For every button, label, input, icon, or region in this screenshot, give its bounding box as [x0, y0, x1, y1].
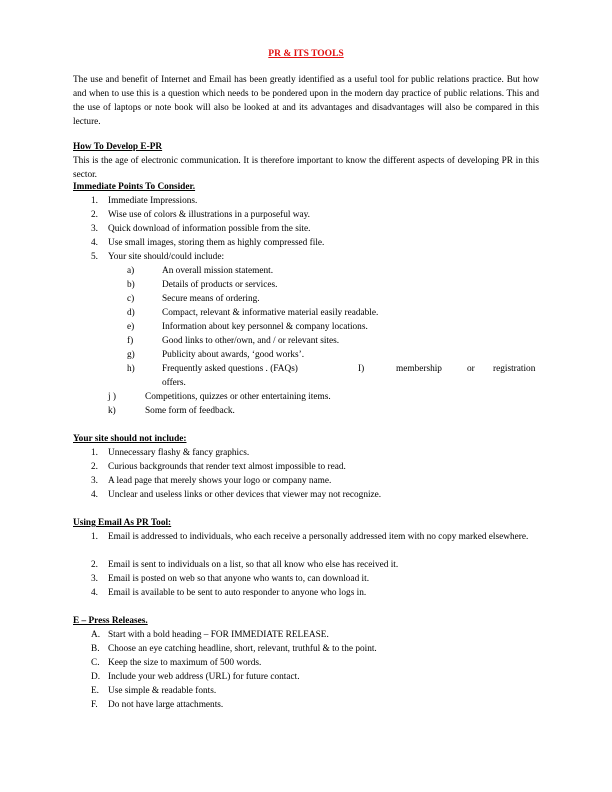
list-marker: F.	[91, 700, 98, 710]
list-marker: 4.	[91, 238, 98, 248]
list-text: Wise use of colors & illustrations in a purposeful way.	[108, 210, 310, 220]
sub-list-text: I)	[358, 364, 365, 374]
intro-paragraph: The use and benefit of Internet and Email has been greatly identified as a useful tool for public relations practice. But how and when to use this is a question which needs to be pondered upon in the modern day practice of public relations. This and the use of laptops or note book will also be looked at and its advantages and disadvantages will also be compared in this lecture.	[73, 75, 539, 127]
list-text: Your site should/could include:	[108, 252, 225, 262]
list-text: Unnecessary flashy & fancy graphics.	[108, 448, 250, 458]
sub-list-marker: c)	[127, 294, 135, 304]
list-text: Include your web address (URL) for future contact.	[108, 672, 300, 682]
sub-list-text: registration	[493, 364, 536, 374]
sub-list-marker: g)	[127, 350, 135, 360]
sub-list-item	[0, 362, 612, 390]
list-text: Quick download of information possible from the site.	[108, 224, 311, 234]
sub-list-marker: a)	[127, 266, 135, 276]
sub-list-text: Publicity about awards, ‘good works’.	[162, 350, 305, 360]
sub-list-text: Some form of feedback.	[145, 406, 235, 416]
sub-list-text: membership	[396, 364, 442, 374]
list-text: Immediate Impressions.	[108, 196, 198, 206]
list-text: Email is posted on web so that anyone who wants to, can download it.	[108, 574, 370, 584]
list-text: Use small images, storing them as highly compressed file.	[108, 238, 325, 248]
sub-list-text: Secure means of ordering.	[162, 294, 260, 304]
email-heading: Using Email As PR Tool:	[73, 518, 172, 528]
sub-list-marker: e)	[127, 322, 135, 332]
sub-list-text: or	[467, 364, 475, 374]
document-title: PR & ITS TOOLS	[268, 49, 344, 59]
develop-paragraph: This is the age of electronic communication. It is therefore important to know the different aspects of developing PR in this sector.	[73, 156, 539, 180]
list-text: A lead page that merely shows your logo or company name.	[108, 476, 332, 486]
list-text: Email is sent to individuals on a list, so that all know who else has received it.	[108, 560, 399, 570]
list-text: Curious backgrounds that render text almost impossible to read.	[108, 462, 346, 472]
list-marker: 3.	[91, 476, 98, 486]
list-marker: 3.	[91, 574, 98, 584]
list-item	[0, 530, 612, 558]
list-marker: 3.	[91, 224, 98, 234]
list-marker: E.	[91, 686, 100, 696]
sub-list-marker: b)	[127, 280, 135, 290]
sub-list-text: Compact, relevant & informative material easily readable.	[162, 308, 379, 318]
sub-list-text: offers.	[162, 378, 186, 388]
list-marker: 1.	[91, 448, 98, 458]
list-text: Email is available to be sent to auto responder to anyone who logs in.	[108, 588, 367, 598]
press-heading: E – Press Releases.	[73, 616, 148, 626]
list-text: Use simple & readable fonts.	[108, 686, 217, 696]
list-marker: 4.	[91, 490, 98, 500]
list-marker: 4.	[91, 588, 98, 598]
list-marker: D.	[91, 672, 101, 682]
list-text: Do not have large attachments.	[108, 700, 224, 710]
develop-heading: How To Develop E-PR	[73, 142, 163, 152]
sub-list-marker: k)	[108, 406, 116, 416]
sub-list-marker: d)	[127, 308, 135, 318]
list-text: Unclear and useless links or other devices that viewer may not recognize.	[108, 490, 382, 500]
sub-list-text: Good links to other/own, and / or relevant sites.	[162, 336, 340, 346]
list-marker: 1.	[91, 532, 98, 542]
list-marker: 5.	[91, 252, 98, 262]
list-text: Choose an eye catching headline, short, relevant, truthful & to the point.	[108, 644, 377, 654]
list-marker: 1.	[91, 196, 98, 206]
list-marker: C.	[91, 658, 100, 668]
sub-list-text: Frequently asked questions . (FAQs)	[162, 364, 298, 374]
list-marker: B.	[91, 644, 100, 654]
list-text: Email is addressed to individuals, who each receive a personally addressed item with no copy marked elsewhere.	[108, 532, 529, 542]
sub-list-text: An overall mission statement.	[162, 266, 274, 276]
list-marker: A.	[91, 630, 101, 640]
not-include-heading: Your site should not include:	[73, 434, 187, 444]
list-text: Start with a bold heading – FOR IMMEDIATE RELEASE.	[108, 630, 329, 640]
sub-list-text: Information about key personnel & company locations.	[162, 322, 368, 332]
sub-list-marker: j )	[108, 392, 117, 402]
list-marker: 2.	[91, 462, 98, 472]
sub-list-marker: f)	[127, 336, 134, 346]
sub-list-text: Details of products or services.	[162, 280, 278, 290]
sub-list-text: Competitions, quizzes or other entertaining items.	[145, 392, 331, 402]
list-text: Keep the size to maximum of 500 words.	[108, 658, 262, 668]
list-marker: 2.	[91, 210, 98, 220]
immediate-heading: Immediate Points To Consider.	[73, 182, 196, 192]
list-marker: 2.	[91, 560, 98, 570]
sub-list-marker: h)	[127, 364, 135, 374]
